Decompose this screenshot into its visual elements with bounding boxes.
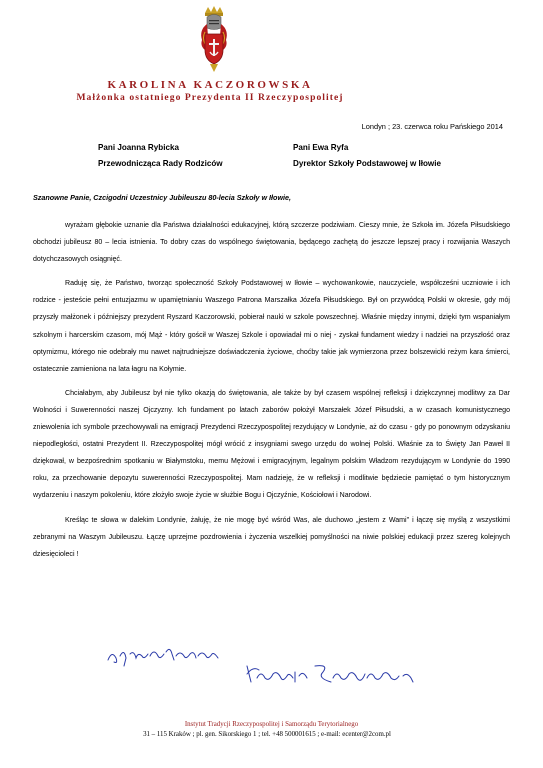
body-paragraph-4: Kreśląc te słowa w dalekim Londynie, żałuję, że nie mogę być wśród Was, ale duchowo „jestem z Wami" i łączę się myślą z wszystkimi zebranymi na Waszym Jubileuszu. Łączę uprzejme pozdrowienia i życzenia wszelkiej pomyślności na niwie polskiej edukacji przez szereg kolejnych dziesięcioleci ! xyxy=(33,516,510,558)
recipient-left-name: Pani Joanna Rybicka xyxy=(98,143,179,152)
recipient-right-title: Dyrektor Szkoły Podstawowej w Iłowie xyxy=(293,159,441,168)
recipient-right-name: Pani Ewa Ryfa xyxy=(293,143,349,152)
handwritten-signature xyxy=(243,662,418,686)
footer-institute: Instytut Tradycji Rzeczypospolitej i Samorządu Terytorialnego xyxy=(184,721,359,728)
body-paragraph-2: Raduję się, że Państwo, tworząc społeczność Szkoły Podstawowej w Iłowie – wychowankowie, nauczyciele, współcześni uczniowie i ich rodzice - jesteście pełni entuzjazmu w upamiętnianiu Waszego Patrona Marszałka Józefa Piłsudskiego. Był on przywódcą Polski w okresie, gdy mój przyszły małżonek i późniejszy prezydent Ryszard Kaczorowski, pobierał nauki w szkole powszechnej. Właśnie między innymi, dzięki tym wspaniałym szkolnym i harcerskim czasom, mój Mąż - który gościł w Waszej Szkole i opowiadał mi o niej - zyskał fundament wiedzy i nadziei na przyszłość oraz optymizmu, którego nie odebrały mu nawet najtrudniejsze doświadczenia życiowe, choćby takie jak wymierzona przez bolszewicki reżym kara śmierci, ostatecznie zamieniona na lata łagru na Kołymie. xyxy=(33,280,510,373)
letterhead-name: KAROLINA KACZOROWSKA xyxy=(107,79,313,91)
coat-of-arms-icon xyxy=(196,6,232,84)
recipient-left xyxy=(98,140,223,172)
body-paragraph-3: Chciałabym, aby Jubileusz był nie tylko okazją do świętowania, ale także by był czasem wspólnej refleksji i dziękczynnej modlitwy za Dar Wolności i Suwerenności naszej Ojczyzny. Ich fundament po latach zaborów położył Marszałek Józef Piłsudski, a w czasach komunistycznego zniewolenia ich symbole przechowywali na emigracji Prezydenci Rzeczypospolitej rezydujący w Londynie, aż do czasu - gdy po ponownym odzyskaniu niepodległości, ostatni Prezydent II. Rzeczypospolitej mógł wrócić z insygniami swego urzędu do wolnej Polski. Właśnie za to Święty Jan Paweł II dziękował, w bezpośrednim spotkaniu w Białymstoku, memu Mężowi i emigracyjnym, legalnym polskim Władzom rezydującym w Londynie do 1990 roku, za przechowanie depozytu suwerenności Rzeczypospolitej. Mam nadzieję, że w refleksji i modlitwie będziecie pamiętać o tym historycznym wydarzeniu i naszym pokoleniu, które złożyło swoje życie w służbie Bogu i Ojczyźnie, Kościołowi i Narodowi. xyxy=(33,389,510,500)
dateline: Londyn ; 23. czerwca roku Pańskiego 2014 xyxy=(361,122,503,131)
salutation: Szanowne Panie, Czcigodni Uczestnicy Jubileuszu 80-lecia Szkoły w Iłowie, xyxy=(33,193,292,202)
body-paragraph-1: wyrażam głębokie uznanie dla Państwa działalności edukacyjnej, którą szczerze podziwiam. Cieszy mnie, że Szkoła im. Józefa Piłsudskiego obchodzi jubileusz 80 – lecia istnienia. To dobry czas do wspólnego świętowania, będącego zachętą do jeszcze lepszej pracy i rozwijania Waszych dotychczasowych osiągnięć. xyxy=(33,222,510,264)
recipient-left-title: Przewodnicząca Rady Rodziców xyxy=(98,159,223,168)
footer-address: 31 – 115 Kraków ; pl. gen. Sikorskiego 1 ; tel. +48 500001615 ; e-mail: ecenter@2com.pl xyxy=(143,731,391,738)
handwritten-greeting xyxy=(104,640,224,670)
letterhead-subtitle: Małżonka ostatniego Prezydenta II Rzeczypospolitej xyxy=(76,92,344,103)
recipient-right xyxy=(293,140,441,172)
letter-body xyxy=(33,217,510,570)
